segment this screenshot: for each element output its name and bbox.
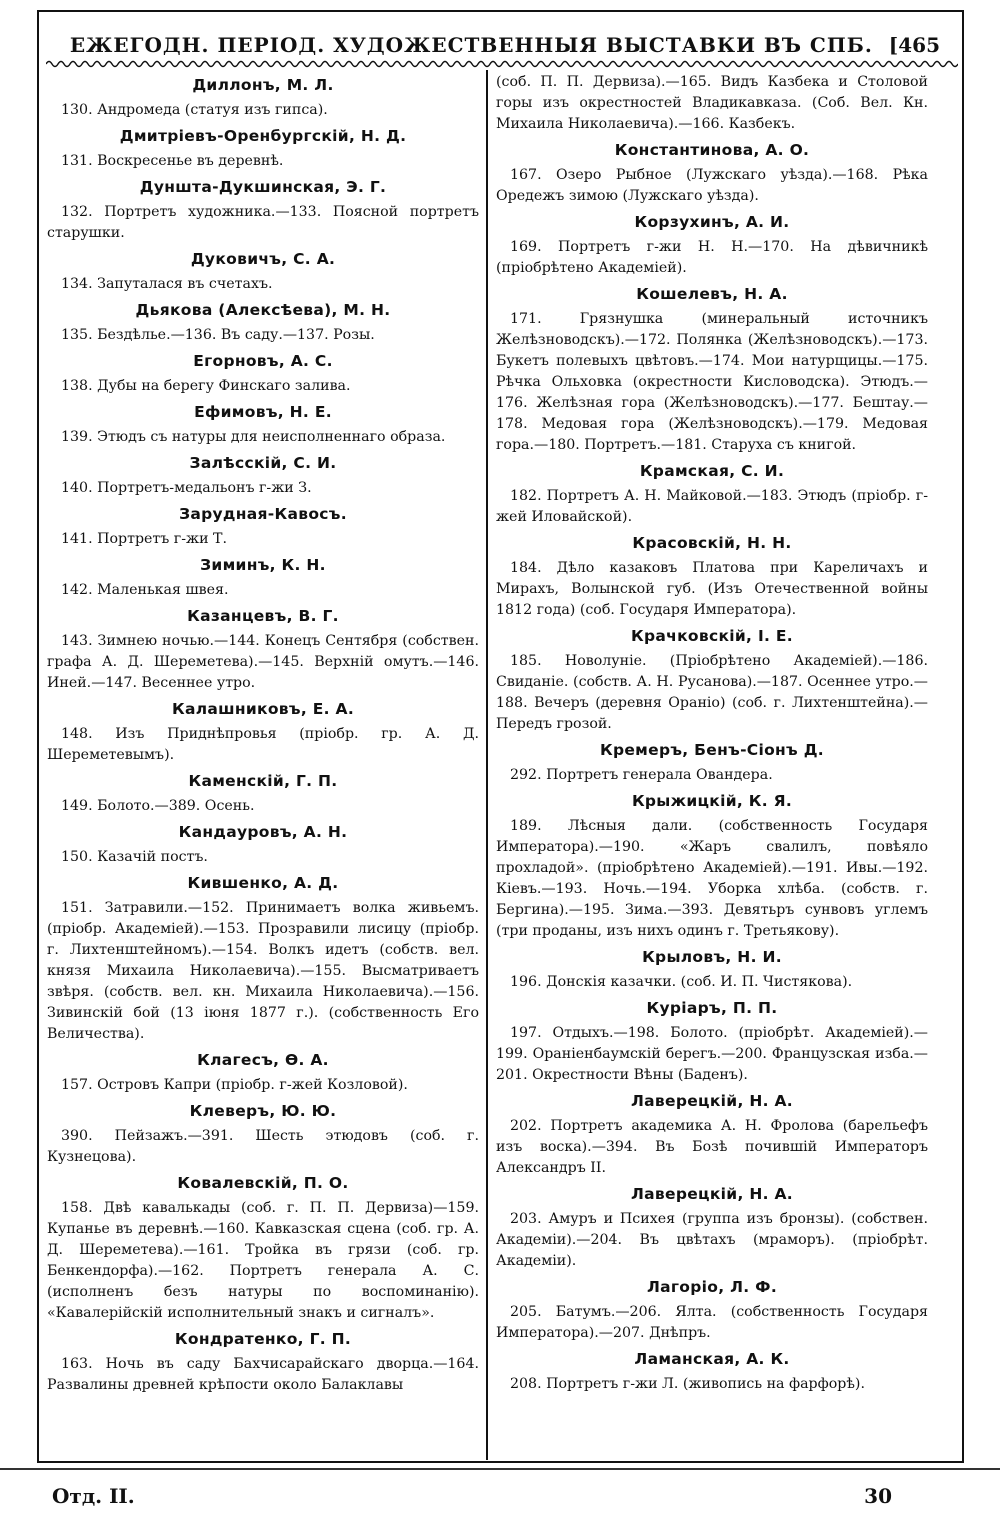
catalog-entry — [47, 823, 479, 868]
catalog-entry — [47, 454, 479, 499]
artist-name: Клагесъ, Ѳ. А. — [197, 1051, 329, 1069]
catalog-entry — [496, 285, 928, 456]
page-footer — [52, 1484, 892, 1508]
artist-name: Кандауровъ, А. Н. — [178, 823, 348, 841]
right-column — [496, 72, 928, 1401]
works-list: 148. Изъ Приднѣпровья (пріобр. гр. А. Д. Шереметевымъ). — [47, 726, 479, 763]
artist-name: Казанцевъ, В. Г. — [187, 607, 339, 625]
catalog-entry — [47, 76, 479, 121]
artist-name: Куріаръ, П. П. — [646, 999, 778, 1017]
artist-name: Калашниковъ, Е. А. — [171, 700, 355, 718]
works-list: 158. Двѣ кавалькады (соб. г. П. П. Дервиза)—159. Купанье въ деревнѣ.—160. Кавказская сцена (соб. гр. А. Д. Шереметева).—161. Тройка въ грязи (соб. гр. Бенкендорфа).—162. Портретъ генерала А. С. (исполненъ безъ натуры по воспоминанію). «Кавалерійскій исполнительный знакъ и сигналъ». — [47, 1200, 479, 1321]
works-list: 157. Островъ Капри (пріобр. г-жей Козловой). — [61, 1077, 408, 1093]
works-list: 132. Портретъ художника.—133. Поясной портретъ старушки. — [47, 204, 479, 241]
column-divider — [486, 70, 488, 1460]
works-list: 167. Озеро Рыбное (Лужскаго уѣзда).—168. Рѣка Оредежъ зимою (Лужскаго уѣзда). — [496, 167, 928, 204]
works-list: (соб. П. П. Дервиза).—165. Видъ Казбека и Столовой горы изъ окрестностей Владикавказа. (Соб. Вел. Кн. Михаила Николаевича).—166. Казбекъ. — [496, 74, 928, 132]
artist-name: Лагоріо, Л. Ф. — [646, 1278, 778, 1296]
works-list: 203. Амуръ и Психея (группа изъ бронзы). (собствен. Академіи).—204. Въ цвѣтахъ (мраморъ). (пріобрѣт. Академіи). — [496, 1211, 928, 1269]
works-list: 141. Портретъ г-жи Т. — [61, 531, 228, 547]
works-list: 205. Батумъ.—206. Ялта. (собственность Государя Императора).—207. Днѣпръ. — [496, 1304, 928, 1341]
works-list: 142. Маленькая швея. — [61, 582, 229, 598]
artist-name: Лаверецкій, Н. А. — [631, 1185, 793, 1203]
catalog-entry — [496, 948, 928, 993]
artist-name: Кившенко, А. Д. — [187, 874, 339, 892]
works-list: 139. Этюдъ съ натуры для неисполненнаго образа. — [61, 429, 446, 445]
works-list: 149. Болото.—389. Осень. — [61, 798, 255, 814]
works-list: 390. Пейзажъ.—391. Шесть этюдовъ (соб. г. Кузнецова). — [47, 1128, 479, 1165]
works-list: 171. Грязнушка (минеральный источникъ Желѣзноводскъ).—172. Полянка (Желѣзноводскъ).—173. Букетъ полевыхъ цвѣтовъ.—174. Мои натурщицы.—175. Рѣчка Ольховка (окрестности Кисловодска). Этюдъ.—176. Желѣзная гора (Желѣзноводскъ).—177. Бештау.—178. Медовая гора (Желѣзноводскъ).—179. Медовая гора.—180. Портретъ.—181. Старуха съ книгой. — [496, 311, 928, 453]
artist-name: Кремеръ, Бенъ-Сіонъ Д. — [600, 741, 824, 759]
artist-name: Дмитріевъ-Оренбургскій, Н. Д. — [119, 127, 407, 145]
catalog-entry — [496, 627, 928, 735]
artist-name: Крыловъ, Н. И. — [642, 948, 782, 966]
artist-name: Дунштa-Дукшинская, Э. Г. — [139, 178, 387, 196]
artist-name: Клеверъ, Ю. Ю. — [189, 1102, 337, 1120]
catalog-entry — [496, 999, 928, 1086]
catalog-entry — [47, 700, 479, 766]
wavy-rule — [46, 58, 958, 70]
footer-rule — [0, 1468, 1000, 1470]
catalog-entry — [496, 462, 928, 528]
artist-name: Дьякова (Алексѣева), М. Н. — [135, 301, 391, 319]
works-list: 143. Зимнею ночью.—144. Конецъ Сентября (собствен. графа А. Д. Шереметева).—145. Верхній омутъ.—146. Иней.—147. Весеннее утро. — [47, 633, 479, 691]
catalog-entry — [47, 772, 479, 817]
works-list: 197. Отдыхъ.—198. Болото. (пріобрѣт. Академіей).—199. Ораніенбаумскій берегъ.—200. Французская изба.—201. Окрестности Вѣны (Баденъ). — [496, 1025, 928, 1083]
works-list: 189. Лѣсныя дали. (собственность Государя Императора).—190. «Жаръ свалилъ, повѣяло прохладой». (пріобрѣтено Академіей).—191. Ивы.—192. Кіевъ.—193. Ночь.—194. Уборка хлѣба. (собств. г. Бергина).—195. Зима.—393. Девятьръ сунвовъ углемъ (три проданы, изъ нихъ одинъ г. Третьякову). — [496, 818, 928, 939]
works-list: 138. Дубы на берегу Финскаго залива. — [61, 378, 351, 394]
works-list: 208. Портретъ г-жи Л. (живопись на фарфорѣ). — [510, 1376, 865, 1392]
catalog-entry — [47, 301, 479, 346]
catalog-entry — [47, 874, 479, 1045]
catalog-entry — [496, 1092, 928, 1179]
catalog-entry — [496, 1278, 928, 1344]
works-list: 184. Дѣло казаковъ Платова при Кареличахъ и Мирахъ, Волынской губ. (Изъ Отечественной войны 1812 года) (соб. Государя Императора). — [496, 560, 928, 618]
artist-name: Залѣсскій, С. И. — [189, 454, 337, 472]
catalog-entry — [47, 403, 479, 448]
works-list: 134. Запуталася въ счетахъ. — [61, 276, 273, 292]
artist-name: Диллонъ, М. Л. — [192, 76, 334, 94]
works-list: 292. Портретъ генерала Овандера. — [510, 767, 773, 783]
artist-name: Дуковичъ, С. А. — [190, 250, 336, 268]
artist-name: Красовскій, Н. Н. — [632, 534, 792, 552]
works-list: 202. Портретъ академика А. Н. Фролова (барельефъ изъ воска).—394. Въ Бозѣ почившій Императоръ Александръ II. — [496, 1118, 928, 1176]
works-list: 140. Портретъ-медальонъ г-жи З. — [61, 480, 312, 496]
catalog-entry — [47, 607, 479, 694]
artist-name: Крамская, С. И. — [639, 462, 785, 480]
artist-name: Крачковскій, І. Е. — [631, 627, 793, 645]
artist-name: Корзухинъ, А. И. — [634, 213, 790, 231]
artist-name: Зарудная-Кавосъ. — [179, 505, 347, 523]
works-list: 169. Портретъ г-жи Н. Н.—170. На дѣвичникѣ (пріобрѣтено Академіей). — [496, 239, 928, 276]
catalog-entry — [47, 1174, 479, 1324]
catalog-entry — [47, 1330, 479, 1396]
catalog-entry — [47, 1102, 479, 1168]
artist-name: Егорновъ, А. С. — [193, 352, 333, 370]
artist-name: Кошелевъ, Н. А. — [636, 285, 788, 303]
works-list: 131. Воскресенье въ деревнѣ. — [61, 153, 284, 169]
works-list: 151. Затравили.—152. Принимаетъ волка живьемъ. (пріобр. Академіей).—153. Прозравили лисицу (пріобр. г. Лихтенштейномъ).—154. Волкъ идетъ (собств. вел. князя Михаила Николаевича).—155. Высматриваетъ звѣря. (собств. вел. кн. Михаила Николаевича).—156. Зивинскій бой (13 іюня 1877 г.). (собственность Его Величества). — [47, 900, 479, 1042]
artist-name: Каменскій, Г. П. — [188, 772, 338, 790]
catalog-entry — [496, 792, 928, 942]
artist-name: Ламанская, А. К. — [634, 1350, 790, 1368]
artist-name: Крыжицкій, К. Я. — [631, 792, 793, 810]
catalog-entry — [496, 213, 928, 279]
catalog-entry — [47, 178, 479, 244]
catalog-entry — [47, 250, 479, 295]
catalog-entry — [47, 352, 479, 397]
running-header — [60, 28, 940, 62]
catalog-entry — [496, 1185, 928, 1272]
catalog-entry — [496, 141, 928, 207]
artist-name: Ефимовъ, Н. Е. — [194, 403, 332, 421]
works-list: 185. Новолуніе. (Пріобрѣтено Академіей).—186. Свиданіе. (собств. А. Н. Русанова).—187. Осеннее утро.—188. Вечеръ (деревня Ораніо) (соб. г. Лихтенштейна).—Передъ грозой. — [496, 653, 928, 732]
works-list: 182. Портретъ А. Н. Майковой.—183. Этюдъ (пріобр. г-жей Иловайской). — [496, 488, 928, 525]
artist-name: Ковалевскій, П. О. — [177, 1174, 349, 1192]
left-column — [47, 72, 479, 1402]
catalog-entry — [496, 1350, 928, 1395]
catalog-entry — [47, 505, 479, 550]
catalog-entry — [496, 534, 928, 621]
artist-name: Зиминъ, К. Н. — [200, 556, 326, 574]
artist-name: Константинова, А. О. — [614, 141, 810, 159]
header-title: ЕЖЕГОДН. ПЕРІОД. ХУДОЖЕСТВЕННЫЯ ВЫСТАВКИ ВЪ СПБ. — [69, 33, 873, 57]
catalog-entry-continued — [496, 72, 928, 135]
works-list: 163. Ночь въ саду Бахчисарайскаго дворца.—164. Развалины древней крѣпости около Балаклавы — [47, 1356, 479, 1393]
artist-name: Лаверецкій, Н. А. — [631, 1092, 793, 1110]
catalog-entry — [47, 1051, 479, 1096]
works-list: 150. Казачій постъ. — [61, 849, 208, 865]
catalog-entry — [47, 556, 479, 601]
works-list: 130. Андромеда (статуя изъ гипса). — [61, 102, 328, 118]
artist-name: Кондратенко, Г. П. — [174, 1330, 352, 1348]
works-list: 135. Бездѣлье.—136. Въ саду.—137. Розы. — [61, 327, 375, 343]
footer-page-number: 30 — [864, 1484, 892, 1508]
catalog-entry — [47, 127, 479, 172]
works-list: 196. Донскія казачки. (соб. И. П. Чистякова). — [510, 974, 853, 990]
catalog-entry — [496, 741, 928, 786]
header-page-ref: [465 — [888, 33, 940, 57]
footer-section: Отд. II. — [52, 1484, 135, 1508]
